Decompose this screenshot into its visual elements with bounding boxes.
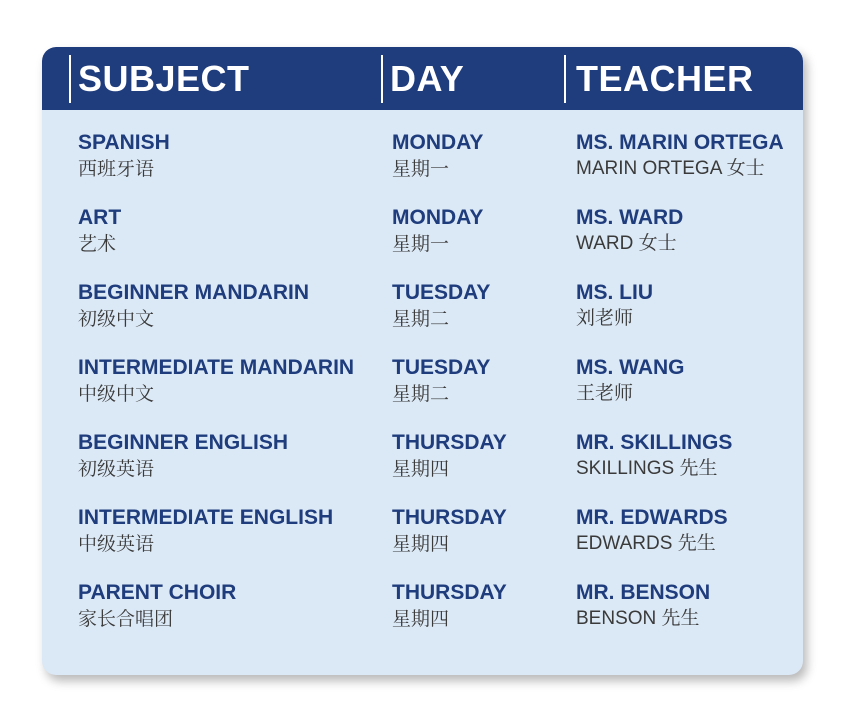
subject-english: INTERMEDIATE ENGLISH <box>78 506 334 529</box>
day-cell <box>392 130 483 182</box>
day-english: TUESDAY <box>392 281 491 304</box>
table-row <box>42 430 803 500</box>
subject-english: BEGINNER MANDARIN <box>78 281 309 304</box>
day-english: TUESDAY <box>392 356 491 379</box>
day-english: THURSDAY <box>392 506 507 529</box>
table-row <box>42 580 803 650</box>
subject-chinese: 艺术 <box>78 233 117 255</box>
teacher-chinese: 刘老师 <box>576 308 634 329</box>
subject-english: ART <box>78 206 122 229</box>
day-cell <box>392 355 490 407</box>
subject-chinese: 家长合唱团 <box>78 608 174 630</box>
teacher-chinese: WARD 女士 <box>576 233 677 254</box>
subject-cell <box>78 505 333 557</box>
subject-english: BEGINNER ENGLISH <box>78 431 289 454</box>
subject-english: PARENT CHOIR <box>78 581 237 604</box>
day-english: MONDAY <box>392 131 484 154</box>
teacher-english: MS. MARIN ORTEGA <box>576 131 784 154</box>
header-day: DAY <box>390 57 465 99</box>
subject-cell <box>78 355 354 407</box>
teacher-chinese: BENSON 先生 <box>576 608 700 629</box>
day-chinese: 星期四 <box>392 458 450 480</box>
table-row <box>42 355 803 425</box>
subject-cell <box>78 130 170 182</box>
subject-cell <box>78 580 236 632</box>
day-chinese: 星期一 <box>392 158 450 180</box>
teacher-cell <box>576 355 685 407</box>
teacher-chinese: SKILLINGS 先生 <box>576 458 718 479</box>
day-english: THURSDAY <box>392 581 507 604</box>
teacher-cell <box>576 130 784 182</box>
subject-cell <box>78 280 309 332</box>
teacher-english: MS. WANG <box>576 356 685 379</box>
teacher-cell <box>576 505 728 557</box>
header-teacher: TEACHER <box>576 57 754 99</box>
teacher-english: MS. LIU <box>576 281 653 304</box>
subject-english: SPANISH <box>78 131 170 154</box>
teacher-english: MS. WARD <box>576 206 684 229</box>
header-subject: SUBJECT <box>78 57 250 99</box>
subject-chinese: 中级英语 <box>78 533 155 555</box>
teacher-cell <box>576 430 732 482</box>
teacher-cell <box>576 205 683 257</box>
header-divider <box>69 55 71 103</box>
subject-english: INTERMEDIATE MANDARIN <box>78 356 355 379</box>
subject-cell <box>78 430 288 482</box>
day-cell <box>392 280 490 332</box>
table-header <box>42 47 803 110</box>
table-row <box>42 130 803 200</box>
subject-chinese: 初级中文 <box>78 308 155 330</box>
day-cell <box>392 205 483 257</box>
day-cell <box>392 430 507 482</box>
table-row <box>42 280 803 350</box>
teacher-cell <box>576 280 653 332</box>
teacher-english: MR. SKILLINGS <box>576 431 733 454</box>
header-divider <box>381 55 383 103</box>
day-english: MONDAY <box>392 206 484 229</box>
day-cell <box>392 580 507 632</box>
day-cell <box>392 505 507 557</box>
day-chinese: 星期四 <box>392 608 450 630</box>
teacher-english: MR. BENSON <box>576 581 711 604</box>
day-chinese: 星期二 <box>392 308 450 330</box>
schedule-table <box>42 47 803 675</box>
day-english: THURSDAY <box>392 431 507 454</box>
day-chinese: 星期二 <box>392 383 450 405</box>
table-row <box>42 505 803 575</box>
day-chinese: 星期一 <box>392 233 450 255</box>
teacher-chinese: 王老师 <box>576 383 634 404</box>
teacher-chinese: EDWARDS 先生 <box>576 533 716 554</box>
subject-chinese: 中级中文 <box>78 383 155 405</box>
subject-cell <box>78 205 121 257</box>
subject-chinese: 初级英语 <box>78 458 155 480</box>
day-chinese: 星期四 <box>392 533 450 555</box>
subject-chinese: 西班牙语 <box>78 158 155 180</box>
table-row <box>42 205 803 275</box>
teacher-english: MR. EDWARDS <box>576 506 728 529</box>
teacher-cell <box>576 580 710 632</box>
teacher-chinese: MARIN ORTEGA 女士 <box>576 158 765 179</box>
header-divider <box>564 55 566 103</box>
